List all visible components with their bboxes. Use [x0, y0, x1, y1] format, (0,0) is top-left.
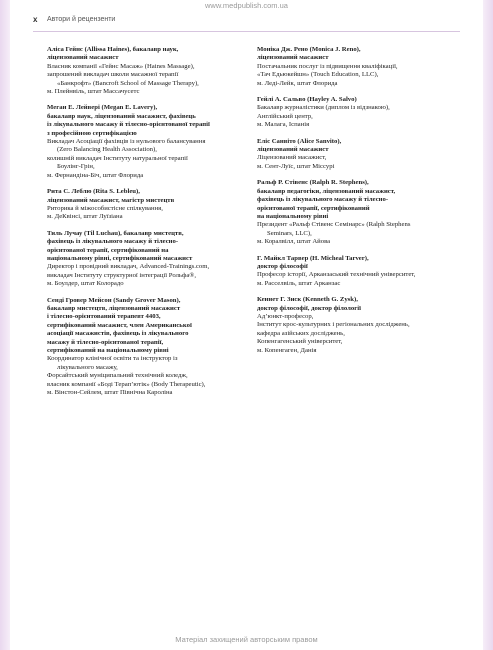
contributor-name: орієнтованої терапії, сертифікований [257, 204, 370, 212]
contributor-name: сертифікований масажист, член Американської [47, 321, 192, 329]
contributor-entry [47, 297, 247, 398]
contributor-detail: Координатор клінічної освіти та інструктор із [47, 355, 178, 363]
contributor-name: із лікувального масажу й тілесно-орієнтованої терапії [47, 121, 210, 129]
contributor-name: бакалавр мистецтв, ліцензований масажист [47, 304, 181, 312]
contributor-detail: Президент «Ральф Стівенс Семінарс» (Ralph Stephens [257, 221, 411, 229]
running-head: Автори й рецензенти [47, 16, 116, 23]
contributor-name: і тілесно-орієнтований терапевт 4403, [47, 313, 161, 321]
decorative-right-strip [483, 0, 493, 650]
left-column [47, 46, 247, 405]
contributor-name: сертифікований на національному рівні [47, 347, 169, 354]
contributor-name: з професійною сертифікацією [47, 129, 137, 137]
contributor-name: доктор філософії, доктор філології [257, 304, 361, 312]
contributor-name: Ральф Р. Стівенс (Ralph R. Stephens), [257, 179, 369, 187]
contributor-name: Кеннет Г. Зиск (Kenneth G. Zysk), [257, 296, 358, 304]
contributor-detail: Професор історії, Арканзаський технічний університет, [257, 271, 416, 279]
contributor-name: фахівець із лікувального масажу й тілесно- [257, 196, 389, 204]
contributor-entry [257, 138, 457, 172]
contributor-name: Тиль Лучау (Til Luchau), бакалавр мистецтв, [47, 229, 184, 237]
contributor-detail: Викладач Асоціації фахівців із нульового балансування [47, 138, 206, 146]
contributor-entry [257, 96, 457, 130]
watermark-bottom: Матеріал захищений авторським правом [175, 635, 318, 644]
contributor-detail: м. Леді-Лейк, штат Флорида [257, 79, 338, 87]
right-column [257, 46, 457, 363]
contributor-name: Рита С. Леблю (Rita S. Leblеu), [47, 188, 140, 196]
contributor-name: асоціації масажистів, фахівець із лікувального [47, 330, 189, 338]
contributor-detail: запрошений викладач школи масажної терапії [47, 71, 179, 79]
page-header [33, 15, 460, 32]
contributor-detail: лікувального масажу, [57, 363, 118, 371]
contributor-name: Гейлі А. Сальво (Hayley A. Salvo) [257, 96, 357, 104]
contributor-name: на національному рівні [257, 212, 329, 220]
contributor-detail: м. Малага, Іспанія [257, 121, 310, 129]
contributor-name: ліцензований масажист, магістр мистецтв [47, 196, 175, 204]
contributor-name: ліцензований масажист [47, 54, 119, 62]
contributor-detail: викладач Інституту структурної інтеграції Рольфа®, [47, 271, 197, 279]
page-number: x [33, 15, 38, 24]
contributor-name: бакалавр наук, ліцензований масажист, фахівець [47, 112, 196, 120]
contributor-detail: Боулінг-Грін, [57, 163, 95, 171]
contributor-entry [257, 255, 457, 289]
contributor-detail: власник компанії «Боді Терап’ютік» (Body Therapeutic), [47, 380, 206, 388]
contributor-detail: (Zero Balancing Health Association), [57, 146, 157, 154]
contributor-entry [257, 296, 457, 355]
contributor-detail: Англійський центр, [257, 112, 313, 120]
contributor-entry [47, 230, 247, 289]
contributor-detail: м. Фернандіна-Біч, штат Флорида [47, 171, 144, 179]
contributor-detail: Бакалавр журналістики (диплом із відзнакою), [257, 104, 390, 112]
contributor-entry [257, 179, 457, 246]
contributor-detail: Директор і провідний викладач, Advanced-Trainings.com, [47, 263, 210, 271]
contributor-name: бакалавр педагогіки, ліцензований масажист, [257, 187, 396, 195]
contributor-detail: Риторика й міжособистісне спілкування, [47, 204, 163, 212]
watermark-top: www.medpublish.com.ua [205, 1, 288, 10]
contributor-name: ліцензований масажист [257, 54, 329, 62]
contributor-detail: Власник компанії «Гейнс Масаж» (Haines Massage), [47, 62, 195, 70]
contributor-detail: м. Боулдер, штат Колорадо [47, 280, 124, 288]
contributor-detail: м. ДеКвінсі, штат Луїзіана [47, 213, 123, 221]
contributor-name: масажу й тілесно-орієнтованої терапії, [47, 338, 164, 346]
contributor-name: Г. Майкл Тарвер (H. Micheal Tarver), [257, 254, 369, 262]
contributor-name: орієнтованої терапії, сертифікований на [47, 246, 169, 254]
contributor-detail: колишній викладач Інституту натуральної терапії [47, 154, 188, 162]
contributor-detail: Інститут крос-культурних і регіональних досліджень, [257, 321, 410, 329]
contributor-name: доктор філософії [257, 262, 308, 270]
contributor-entry [257, 46, 457, 88]
contributor-name: фахівець із лікувального масажу й тілесно- [47, 238, 179, 246]
contributor-detail: м. Сент-Луїс, штат Міссурі [257, 162, 335, 170]
contributor-detail: Постачальник послуг із підвищення кваліфікації, [257, 62, 398, 70]
contributor-detail: Копенгагенський університет, [257, 338, 343, 346]
contributor-detail: м. Плейнвіль, штат Массачусетс [47, 88, 140, 96]
contributor-detail: «Банкрофт» (Bancroft School of Massage Therapy), [57, 79, 199, 87]
contributor-detail: Ад’юнкт-професор, [257, 312, 314, 320]
contributor-detail: кафедра азійських досліджень, [257, 329, 345, 337]
contributor-name: Сенді Гровер Мейсон (Sandy Grover Mason), [47, 296, 181, 304]
contributor-detail: Ліцензований масажист, [257, 154, 327, 162]
contributor-detail: м. Вінстон-Сейлем, штат Північна Кароліна [47, 389, 173, 397]
contributor-detail: «Тач Едьюкейшн» (Touch Education, LLC), [257, 71, 379, 79]
contributor-entry [47, 104, 247, 180]
contributor-name: національному рівні, сертифікований масажист [47, 254, 193, 262]
contributor-entry [47, 188, 247, 222]
contributor-entry [47, 46, 247, 96]
contributor-detail: м. Коралвілл, штат Айова [257, 238, 331, 246]
contributor-name: Аліса Гейнс (Allissa Haines), бакалавр наук, [47, 46, 179, 53]
contributor-name: Еліс Санвіто (Alice Sanvito), [257, 137, 342, 145]
decorative-left-strip [0, 0, 10, 650]
contributor-detail: м. Копенгаген, Данія [257, 346, 317, 354]
contributor-detail: Seminars, LLC), [267, 229, 312, 237]
contributor-detail: м. Расселвіль, штат Арканзас [257, 279, 341, 287]
contributor-detail: Форсайтський муніципальний технічний коледж, [47, 372, 188, 380]
contributor-name: Меган Е. Лейвері (Megan E. Lavery), [47, 104, 158, 112]
contributor-name: Моніка Дж. Рено (Monica J. Reno), [257, 46, 361, 53]
contributor-name: ліцензований масажист [257, 146, 329, 154]
